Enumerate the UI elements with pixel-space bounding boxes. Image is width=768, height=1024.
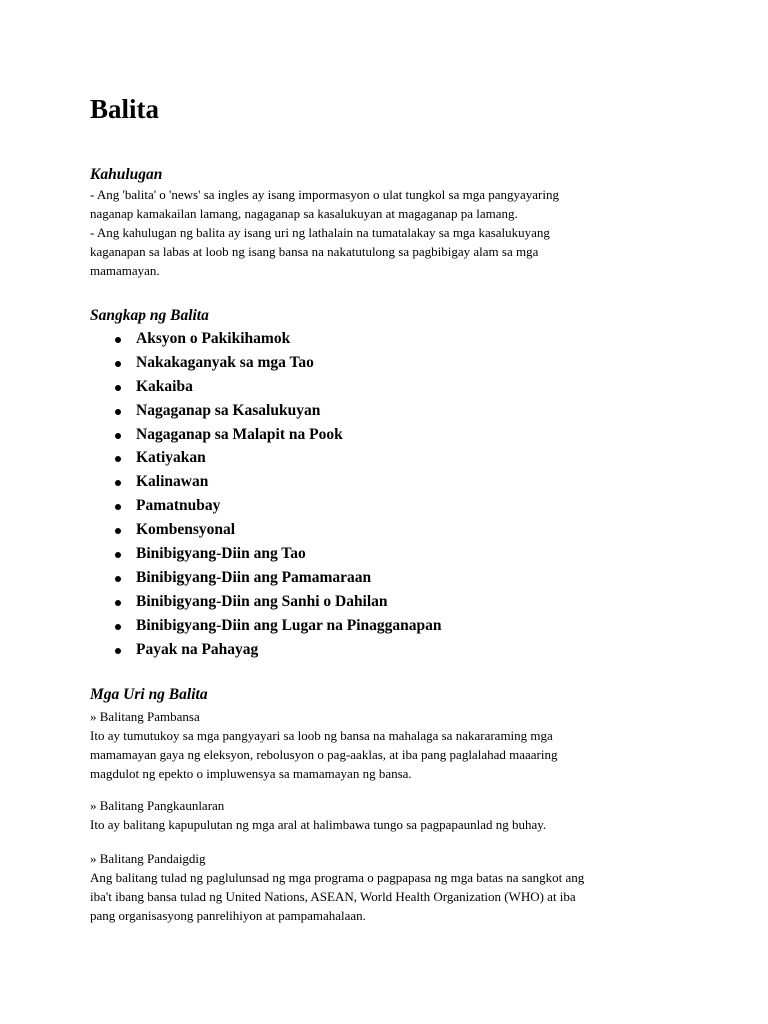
balitang-pangkaunlaran-paragraph bbox=[90, 815, 546, 834]
list-item bbox=[90, 494, 442, 518]
list-item-label: Binibigyang-Diin ang Pamamaraan bbox=[136, 568, 372, 586]
bullet-icon bbox=[115, 528, 121, 534]
list-item bbox=[90, 327, 442, 351]
list-item bbox=[90, 518, 442, 542]
page-title: Balita bbox=[90, 94, 160, 124]
bullet-icon bbox=[115, 337, 121, 343]
bullet-icon bbox=[115, 409, 121, 415]
list-item bbox=[90, 446, 442, 470]
list-item-label: Kakaiba bbox=[136, 377, 193, 395]
paragraph-line: mamamayan. bbox=[90, 263, 160, 278]
paragraph-line: pang organisasyong panrelihiyon at pampamahalaan. bbox=[90, 908, 366, 923]
balitang-pambansa-title: » Balitang Pambansa bbox=[90, 709, 200, 724]
bullet-icon bbox=[115, 361, 121, 367]
list-item bbox=[90, 638, 442, 662]
paragraph-line: naganap kamakailan lamang, nagaganap sa kasalukuyan at magaganap pa lamang. bbox=[90, 206, 518, 221]
list-item-label: Nagaganap sa Malapit na Pook bbox=[136, 425, 343, 443]
list-item-label: Nagaganap sa Kasalukuyan bbox=[136, 401, 321, 419]
bullet-icon bbox=[115, 624, 121, 630]
sangkap-heading: Sangkap ng Balita bbox=[90, 307, 209, 324]
list-item bbox=[90, 399, 442, 423]
balitang-pandaigdig-paragraph bbox=[90, 868, 584, 925]
kahulugan-heading: Kahulugan bbox=[90, 166, 163, 183]
balitang-pambansa-paragraph bbox=[90, 726, 557, 783]
paragraph-line: - Ang kahulugan ng balita ay isang uri ng lathalain na tumatalakay sa mga kasalukuyang bbox=[90, 225, 550, 240]
list-item-label: Payak na Pahayag bbox=[136, 640, 259, 658]
bullet-icon bbox=[115, 600, 121, 606]
bullet-icon bbox=[115, 480, 121, 486]
paragraph-line: kaganapan sa labas at loob ng isang bansa na nakatutulong sa pagbibigay alam sa mga bbox=[90, 244, 539, 259]
list-item-label: Katiyakan bbox=[136, 449, 206, 467]
bullet-icon bbox=[115, 504, 121, 510]
bullet-icon bbox=[115, 576, 121, 582]
bullet-icon bbox=[115, 552, 121, 558]
list-item-label: Kalinawan bbox=[136, 473, 209, 491]
list-item-label: Binibigyang-Diin ang Sanhi o Dahilan bbox=[136, 592, 388, 610]
list-item bbox=[90, 423, 442, 447]
balitang-pandaigdig-title: » Balitang Pandaigdig bbox=[90, 851, 206, 866]
list-item-label: Kombensyonal bbox=[136, 521, 236, 539]
bullet-icon bbox=[115, 456, 121, 462]
list-item bbox=[90, 614, 442, 638]
list-item bbox=[90, 542, 442, 566]
paragraph-line: - Ang 'balita' o 'news' sa ingles ay isang impormasyon o ulat tungkol sa mga pangyayaring bbox=[90, 187, 559, 202]
list-item-label: Binibigyang-Diin ang Lugar na Pinagganapan bbox=[136, 616, 442, 634]
paragraph-line: Ito ay tumutukoy sa mga pangyayari sa loob ng bansa na mahalaga sa nakararaming mga bbox=[90, 728, 553, 743]
list-item bbox=[90, 351, 442, 375]
sangkap-list bbox=[90, 327, 442, 661]
balitang-pangkaunlaran-title: » Balitang Pangkaunlaran bbox=[90, 798, 225, 813]
list-item bbox=[90, 470, 442, 494]
uri-heading: Mga Uri ng Balita bbox=[90, 686, 208, 703]
list-item-label: Pamatnubay bbox=[136, 497, 221, 515]
list-item bbox=[90, 375, 442, 399]
list-item bbox=[90, 590, 442, 614]
paragraph-line: Ito ay balitang kapupulutan ng mga aral at halimbawa tungo sa pagpapaunlad ng buhay. bbox=[90, 817, 547, 832]
paragraph-line: magdulot ng epekto o impluwensya sa mamamayan ng bansa. bbox=[90, 766, 412, 781]
list-item-label: Nakakaganyak sa mga Tao bbox=[136, 353, 314, 371]
paragraph-line: iba't ibang bansa tulad ng United Nations, ASEAN, World Health Organization (WHO) at iba bbox=[90, 889, 576, 904]
paragraph-line: Ang balitang tulad ng paglulunsad ng mga programa o pagpapasa ng mga batas na sangkot ang bbox=[90, 870, 585, 885]
list-item-label: Binibigyang-Diin ang Tao bbox=[136, 545, 306, 563]
bullet-icon bbox=[115, 648, 121, 654]
paragraph-line: mamamayan gaya ng eleksyon, rebolusyon o pag-aaklas, at iba pang paglalahad maaaring bbox=[90, 747, 558, 762]
list-item-label: Aksyon o Pakikihamok bbox=[136, 330, 291, 347]
bullet-icon bbox=[115, 433, 121, 439]
kahulugan-paragraph bbox=[90, 185, 559, 280]
bullet-icon bbox=[115, 385, 121, 391]
list-item bbox=[90, 566, 442, 590]
